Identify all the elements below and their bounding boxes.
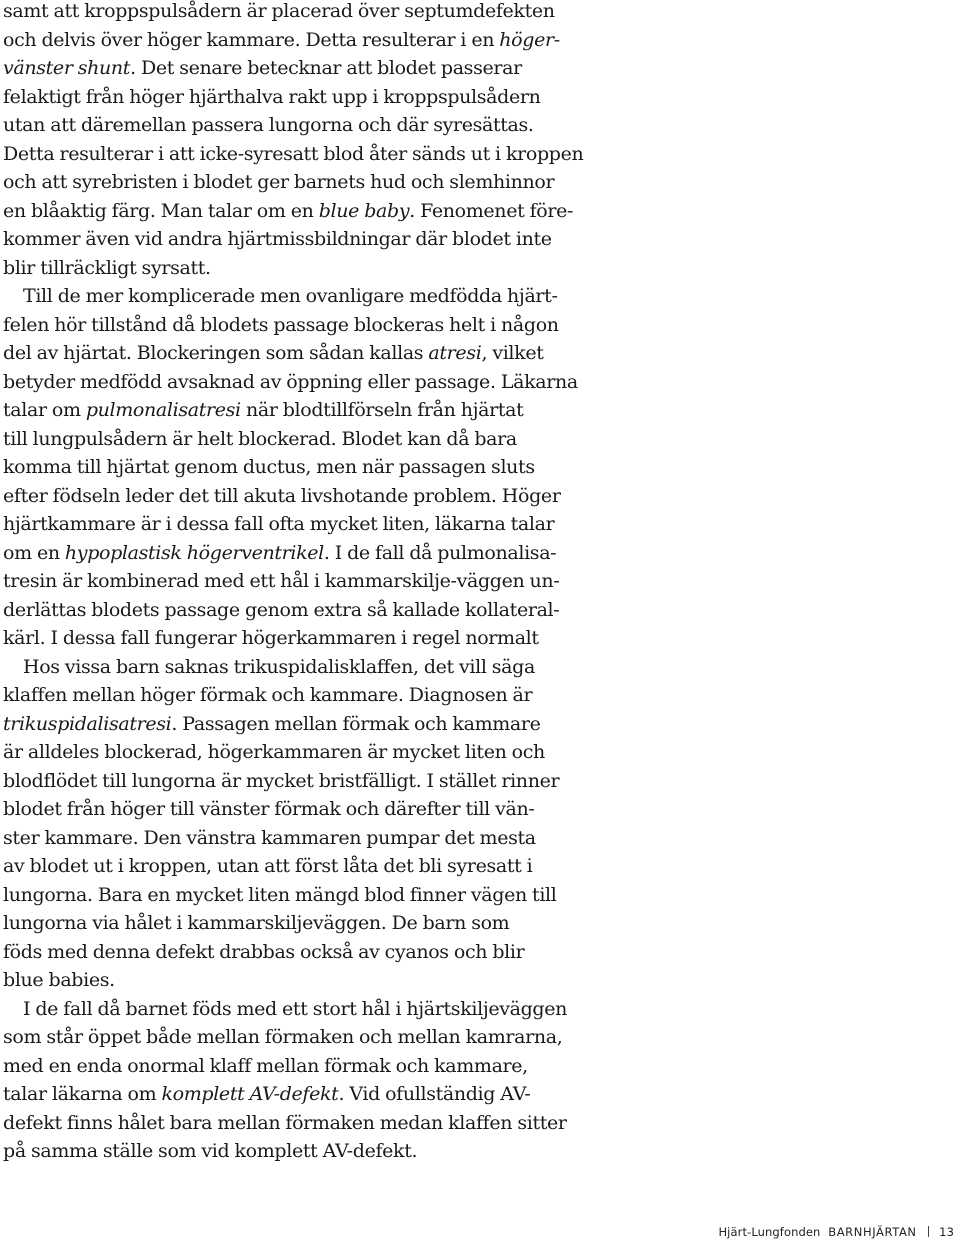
- text-run: defekt finns hålet bara mellan förmaken medan klaffen sitter: [3, 1111, 567, 1134]
- text-run: föds med denna defekt drabbas också av cyanos och blir: [3, 940, 525, 963]
- text-run: betyder medfödd avsaknad av öppning eller passage. Läkarna: [3, 370, 578, 393]
- footer-publication: BARNHJÄRTAN: [828, 1225, 917, 1239]
- text-line: [3, 938, 533, 967]
- text-run: talar om: [3, 399, 86, 421]
- text-run: efter födseln leder det till akuta livshotande problem. Höger: [3, 484, 561, 507]
- text-line: [3, 396, 533, 425]
- text-line: [3, 539, 557, 568]
- text-line: [3, 54, 533, 83]
- text-run: hjärtkammare är i dessa fall ofta mycket liten, läkarna talar: [3, 513, 555, 535]
- text-run: derlättas blodets passage genom extra så kallade kollateral-: [3, 598, 560, 621]
- text-run: komma till hjärtat genom ductus, men när passagen sluts: [3, 456, 535, 478]
- footer-divider: [928, 1226, 929, 1237]
- text-line: [3, 966, 533, 995]
- text-run: . Det senare betecknar att blodet passerar: [130, 57, 522, 79]
- text-line: [3, 681, 533, 710]
- text-line: [3, 168, 555, 197]
- paragraph: [3, 282, 578, 653]
- text-line: [3, 852, 533, 881]
- text-run: med en enda onormal klaff mellan förmak och kammare,: [3, 1054, 528, 1077]
- text-run: när blodtillförseln från hjärtat: [240, 399, 524, 421]
- text-line: [3, 0, 555, 26]
- text-run: klaffen mellan höger förmak och kammare. Diagnosen är: [3, 684, 533, 706]
- text-line: [3, 1052, 533, 1081]
- text-run: lungorna. Bara en mycket liten mängd blod finner vägen till: [3, 883, 557, 906]
- text-line: [3, 795, 533, 824]
- text-run: talar läkarna om: [3, 1083, 162, 1105]
- text-run: blodflödet till lungorna är mycket bristfälligt. I stället rinner: [3, 769, 560, 792]
- text-line: [3, 254, 533, 283]
- text-run: kärl. I dessa fall fungerar högerkammaren i regel normalt: [3, 627, 539, 649]
- text-line: [3, 1137, 533, 1166]
- text-line: [3, 1109, 567, 1138]
- footer-publisher: Hjärt-Lungfonden: [718, 1225, 821, 1239]
- text-run: felaktigt från höger hjärthalva rakt upp i kroppspulsådern: [3, 85, 541, 108]
- italic-term: vänster shunt: [3, 57, 131, 79]
- text-line: [3, 197, 574, 226]
- text-line: [3, 1023, 563, 1052]
- text-line: [3, 824, 536, 853]
- text-run: ster kammare. Den vänstra kammaren pumpar det mesta: [3, 826, 536, 849]
- text-line: [3, 624, 539, 653]
- text-run: en blåaktig färg. Man talar om en: [3, 199, 319, 222]
- text-run: om en: [3, 541, 65, 564]
- text-run: och delvis över höger kammare. Detta resulterar i en: [3, 28, 500, 51]
- text-run: av blodet ut i kroppen, utan att först låta det bli syresatt i: [3, 855, 533, 877]
- text-line: [3, 482, 561, 511]
- italic-term: komplett AV-defekt: [161, 1083, 339, 1105]
- text-run: Detta resulterar i att icke-syresatt blod åter sänds ut i kroppen: [3, 142, 584, 165]
- text-run: . Passagen mellan förmak och kammare: [171, 712, 541, 735]
- italic-term: atresi: [428, 342, 482, 364]
- text-run: Till de mer komplicerade men ovanligare medfödda hjärt-: [23, 285, 558, 307]
- text-run: blodet från höger till vänster förmak och därefter till vän-: [3, 798, 535, 820]
- text-line: [3, 881, 557, 910]
- text-run: blir tillräckligt syrsatt.: [3, 256, 211, 279]
- text-line: [3, 909, 533, 938]
- text-line: [3, 767, 560, 796]
- text-run: blue babies.: [3, 969, 115, 991]
- italic-term: trikuspidalisatresi: [3, 712, 172, 735]
- italic-term: pulmonalisatresi: [85, 399, 241, 421]
- text-run: felen hör tillstånd då blodets passage blockeras helt i någon: [3, 313, 559, 336]
- text-run: som står öppet både mellan förmaken och mellan kamrarna,: [3, 1026, 563, 1048]
- text-run: . Fenomenet före-: [409, 199, 574, 222]
- text-run: och att syrebristen i blodet ger barnets hud och slemhinnor: [3, 171, 555, 193]
- text-line: [3, 653, 533, 682]
- text-run: på samma ställe som vid komplett AV-defekt.: [3, 1140, 418, 1162]
- page-number: 13: [939, 1225, 954, 1239]
- text-line: [3, 596, 560, 625]
- paragraph: [3, 995, 568, 1166]
- text-line: [3, 1080, 533, 1109]
- italic-term: hypoplastisk högerventrikel: [64, 541, 324, 564]
- text-line: [3, 311, 559, 340]
- text-line: [3, 453, 533, 482]
- text-run: del av hjärtat. Blockeringen som sådan kallas: [3, 342, 429, 364]
- paragraph: [3, 653, 560, 995]
- text-line: [3, 111, 533, 140]
- text-line: [3, 425, 533, 454]
- italic-term: blue baby: [318, 199, 410, 222]
- text-run: samt att kroppspulsådern är placerad över septumdefekten: [3, 0, 555, 22]
- text-run: lungorna via hålet i kammarskiljeväggen. De barn som: [3, 912, 510, 934]
- text-run: . Vid ofullständig AV-: [338, 1083, 531, 1105]
- text-run: utan att däremellan passera lungorna och där syresättas.: [3, 114, 534, 136]
- text-line: [3, 26, 560, 55]
- paragraph: [3, 0, 584, 282]
- text-line: [3, 225, 552, 254]
- text-run: I de fall då barnet föds med ett stort hål i hjärtskiljeväggen: [23, 997, 568, 1020]
- text-line: [3, 738, 545, 767]
- text-run: Hos vissa barn saknas trikuspidalisklaffen, det vill säga: [23, 655, 535, 678]
- text-run: tresin är kombinerad med ett hål i kammarskilje-väggen un-: [3, 570, 560, 592]
- text-line: [3, 995, 568, 1024]
- text-run: är alldeles blockerad, högerkammaren är mycket liten och: [3, 741, 545, 763]
- page-footer: [718, 1225, 954, 1239]
- text-line: [3, 510, 555, 539]
- text-line: [3, 339, 544, 368]
- text-run: . I de fall då pulmonalisa-: [323, 541, 557, 564]
- text-line: [3, 140, 584, 169]
- text-run: till lungpulsådern är helt blockerad. Blodet kan då bara: [3, 427, 517, 450]
- text-line: [3, 282, 558, 311]
- text-run: , vilket: [481, 342, 544, 364]
- body-text: [3, 0, 584, 1166]
- text-line: [3, 83, 541, 112]
- text-line: [3, 368, 578, 397]
- italic-term: höger-: [499, 28, 560, 51]
- text-line: [3, 710, 541, 739]
- text-line: [3, 567, 560, 596]
- text-run: kommer även vid andra hjärtmissbildningar där blodet inte: [3, 228, 552, 250]
